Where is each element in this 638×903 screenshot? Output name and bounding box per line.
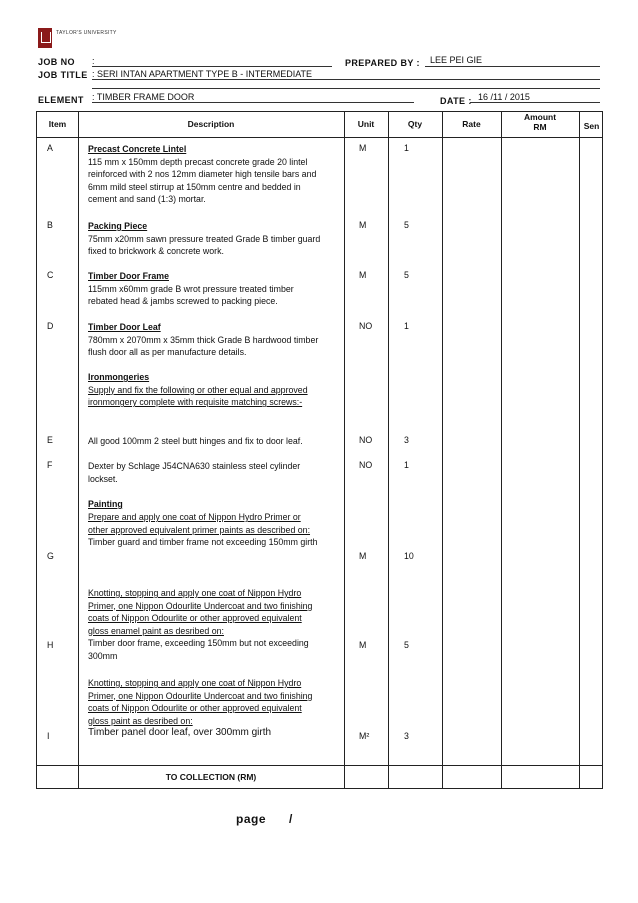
section-preamble: Supply and fix the following or other equal and approved ironmongery complete with requisite matching screws:- (88, 384, 308, 408)
row-body: Timber panel door leaf, over 300mm girth (88, 727, 272, 739)
col-header-sen: Sen (583, 121, 600, 131)
row-body: 115mm x60mm grade B wrot pressure treated timber rebated head & jambs screwed to packing piece. (88, 283, 294, 307)
amount-rm-label: RM (533, 122, 547, 132)
job-no-value: : (92, 56, 95, 66)
row-qty: 10 (404, 551, 414, 561)
row-unit: NO (359, 435, 373, 445)
col-header-unit: Unit (357, 119, 375, 129)
row-description (88, 587, 323, 663)
row-body: Timber door frame, exceeding 150mm but not exceeding 300mm (88, 638, 309, 661)
job-title-line (92, 79, 600, 80)
amount-label: Amount (523, 112, 557, 122)
col-divider (442, 112, 443, 788)
row-description (88, 270, 323, 308)
university-logo (38, 28, 117, 50)
page-label: page (236, 812, 267, 826)
row-title: Precast Concrete Lintel (88, 144, 187, 154)
col-divider (501, 112, 502, 788)
section-ironmongeries (88, 371, 323, 409)
col-divider (344, 112, 345, 788)
to-collection-label: TO COLLECTION (RM) (165, 772, 257, 782)
date-line (470, 102, 600, 103)
row-description (88, 677, 323, 740)
col-header-amount (501, 112, 579, 132)
date-label: DATE : (440, 96, 472, 106)
row-description (88, 321, 323, 359)
row-unit: M (359, 640, 367, 650)
row-qty: 5 (404, 640, 409, 650)
row-unit: M (359, 551, 367, 561)
row-description (88, 511, 323, 549)
item-code: H (47, 640, 54, 650)
col-divider (388, 112, 389, 788)
col-header-item: Item (48, 119, 67, 129)
prepared-by-label: PREPARED BY : (345, 58, 420, 68)
row-preamble: Knotting, stopping and apply one coat of Nippon Hydro Primer, one Nippon Odourlite Undercoat and two finishing coats of Nippon Odourlite or other approved equivalent gloss enamel paint as desribed on: (88, 588, 313, 636)
row-body: Dexter by Schlage J54CNA630 stainless steel cylinder lockset. (88, 461, 301, 484)
item-code: B (47, 220, 53, 230)
row-qty: 3 (404, 435, 409, 445)
row-description (88, 220, 323, 258)
element-line (92, 102, 414, 103)
row-qty: 5 (404, 220, 409, 230)
element-value: : TIMBER FRAME DOOR (92, 92, 195, 102)
section-title: Ironmongeries (88, 372, 150, 382)
item-code: E (47, 435, 53, 445)
prepared-by-value: LEE PEI GIE (430, 55, 483, 65)
footer-divider (37, 765, 602, 766)
item-code: G (47, 551, 54, 561)
row-qty: 1 (404, 143, 409, 153)
bill-table (36, 111, 603, 789)
col-divider (78, 112, 79, 788)
date-value: 16 /11 / 2015 (478, 92, 530, 102)
row-unit: NO (359, 321, 373, 331)
col-divider (579, 112, 580, 788)
item-code: I (47, 731, 50, 741)
row-description (88, 143, 323, 206)
row-unit: M² (359, 731, 370, 741)
job-no-label: JOB NO (38, 57, 75, 67)
row-qty: 1 (404, 321, 409, 331)
row-body: 780mm x 2070mm x 35mm thick Grade B hardwood timber flush door all as per manufacture details. (88, 334, 319, 358)
section-title: Painting (88, 499, 123, 509)
row-unit: M (359, 270, 367, 280)
row-title: Timber Door Leaf (88, 322, 161, 332)
header-divider (37, 137, 602, 138)
job-title-line-2 (92, 88, 600, 89)
crest-icon (38, 28, 52, 48)
job-title-label: JOB TITLE (38, 70, 88, 80)
row-body: 115 mm x 150mm depth precast concrete grade 20 lintel reinforced with 2 nos 12mm diameter high tensile bars and 6mm mild steel stirrup at 150mm centre and bedded in cement and sand (1:3) mortar. (88, 156, 317, 205)
row-preamble: Prepare and apply one coat of Nippon Hydro Primer or other approved equivalent primer paints as described on: (88, 512, 311, 535)
col-header-qty: Qty (407, 119, 423, 129)
element-label: ELEMENT (38, 95, 84, 105)
row-qty: 5 (404, 270, 409, 280)
prepared-by-line (425, 66, 600, 67)
row-qty: 3 (404, 731, 409, 741)
row-body: 75mm x20mm sawn pressure treated Grade B timber guard fixed to brickwork & concrete work. (88, 233, 321, 257)
row-qty: 1 (404, 460, 409, 470)
job-no-line (92, 66, 332, 67)
row-unit: M (359, 220, 367, 230)
logo-text: TAYLOR'S UNIVERSITY (56, 30, 117, 36)
row-body: Timber guard and timber frame not exceeding 150mm girth (88, 537, 318, 548)
item-code: D (47, 321, 54, 331)
col-header-description: Description (187, 119, 235, 129)
col-header-rate: Rate (462, 119, 481, 129)
section-painting (88, 498, 323, 511)
row-title: Packing Piece (88, 221, 148, 231)
item-code: A (47, 143, 53, 153)
row-title: Timber Door Frame (88, 271, 169, 281)
row-preamble: Knotting, stopping and apply one coat of Nippon Hydro Primer, one Nippon Odourlite Undercoat and two finishing coats of Nippon Odourlite or other approved equivalent gloss paint as desribed on: (88, 678, 313, 726)
row-body: All good 100mm 2 steel butt hinges and fix to door leaf. (88, 436, 303, 446)
item-code: C (47, 270, 54, 280)
page-separator: / (289, 812, 293, 826)
item-code: F (47, 460, 53, 470)
row-unit: NO (359, 460, 373, 470)
row-unit: M (359, 143, 367, 153)
job-title-value: : SERI INTAN APARTMENT TYPE B - INTERMEDIATE (92, 69, 313, 79)
